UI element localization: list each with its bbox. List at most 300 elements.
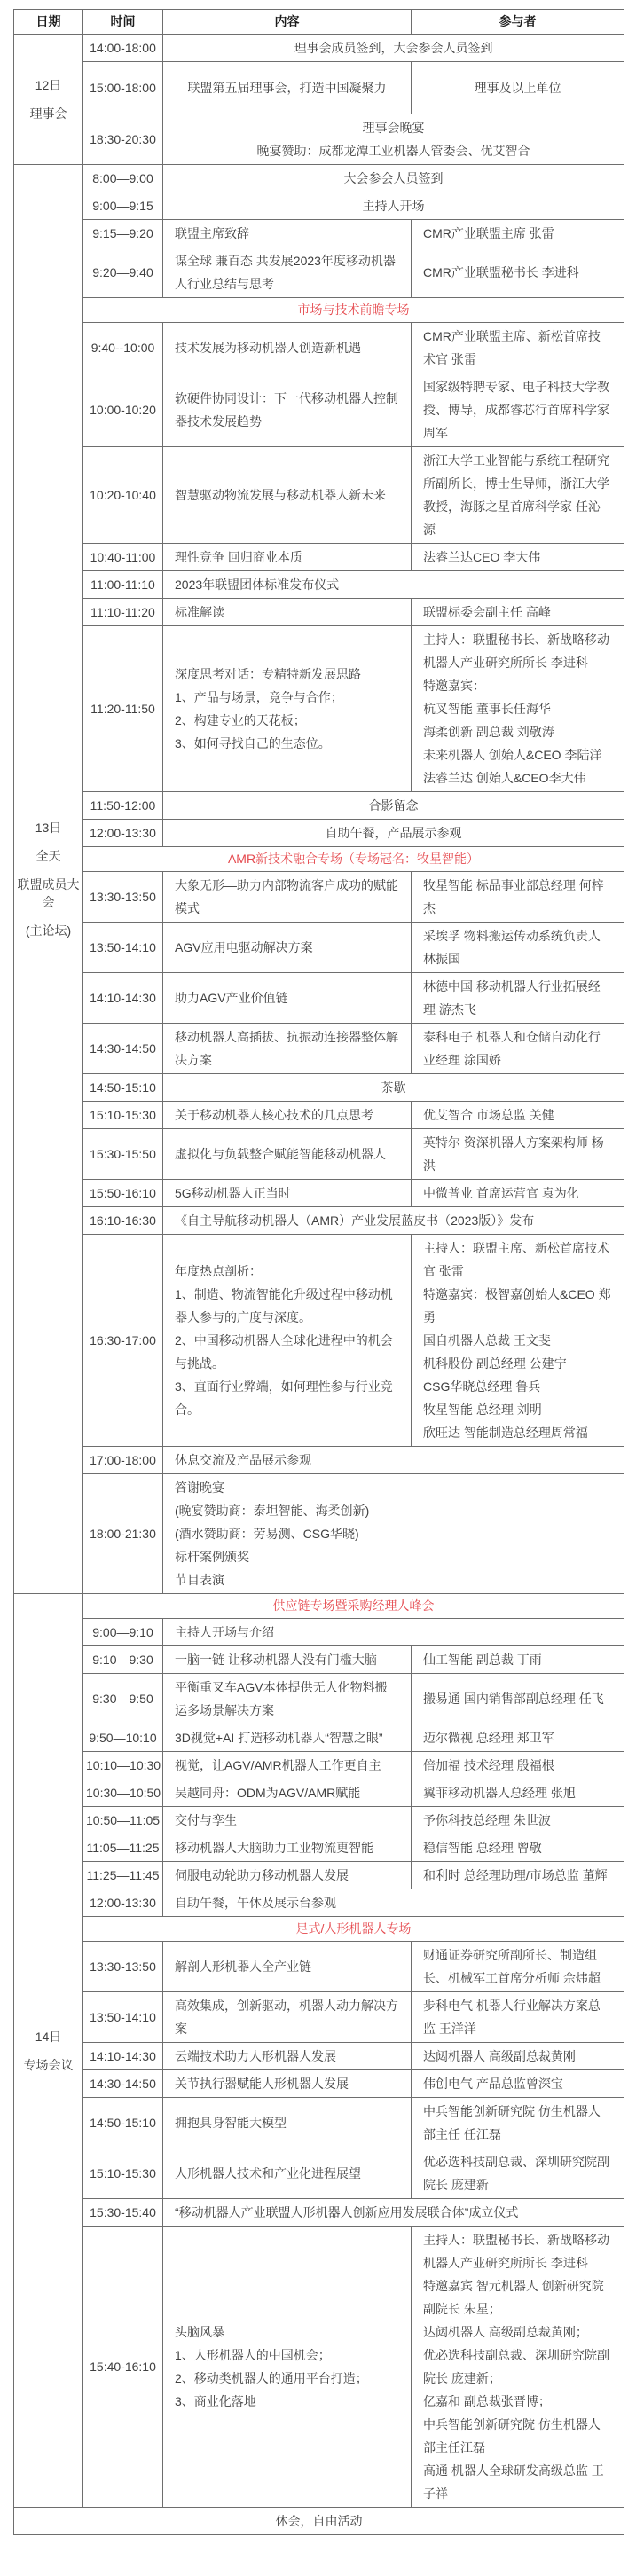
session-header-row bbox=[14, 847, 624, 872]
schedule-row bbox=[14, 1834, 624, 1862]
content-line: 一脑一链 让移动机器人没有门槛大脑 bbox=[175, 1653, 377, 1667]
participant-line: 迈尔微视 总经理 郑卫军 bbox=[423, 1731, 554, 1745]
participants-cell bbox=[412, 1992, 624, 2043]
participants-cell bbox=[412, 1024, 624, 1074]
content-cell bbox=[163, 165, 624, 192]
time-cell: 13:30-13:50 bbox=[83, 872, 163, 923]
content-line: 关于移动机器人核心技术的几点思考 bbox=[175, 1108, 373, 1122]
content-line: 助力AGV产业价值链 bbox=[175, 991, 288, 1005]
time-cell: 14:30-14:50 bbox=[83, 1024, 163, 1074]
schedule-row bbox=[14, 373, 624, 447]
time-cell: 9:40--10:00 bbox=[83, 323, 163, 373]
participants-cell bbox=[412, 1235, 624, 1447]
content-line: 3D视觉+AI 打造移动机器人“智慧之眼” bbox=[175, 1731, 383, 1745]
participant-line: CSG华晓总经理 鲁兵 bbox=[423, 1379, 541, 1394]
content-cell bbox=[163, 373, 412, 447]
time-cell: 13:30-13:50 bbox=[83, 1942, 163, 1992]
schedule-row bbox=[14, 192, 624, 220]
session-header-row bbox=[14, 298, 624, 323]
schedule-row bbox=[14, 1942, 624, 1992]
content-cell bbox=[163, 1724, 412, 1752]
content-line: 3、商业化落地 bbox=[175, 2394, 256, 2408]
content-line: (晚宴赞助商：泰坦智能、海柔创新) bbox=[175, 1504, 370, 1518]
content-line: 自助午餐，午休及展示台参观 bbox=[175, 1896, 336, 1910]
content-cell bbox=[163, 1074, 624, 1102]
participants-cell bbox=[412, 247, 624, 298]
participants-cell bbox=[412, 2070, 624, 2098]
session-title: 足式/人形机器人专场 bbox=[83, 1917, 624, 1942]
col-header-content: 内容 bbox=[163, 10, 412, 35]
participant-line: 法睿兰达 创始人&CEO李大伟 bbox=[423, 771, 586, 785]
session-title: 供应链专场暨采购经理人峰会 bbox=[83, 1594, 624, 1619]
time-cell: 15:50-16:10 bbox=[83, 1180, 163, 1207]
schedule-row bbox=[14, 1102, 624, 1129]
content-cell bbox=[163, 2199, 624, 2227]
content-cell bbox=[163, 1447, 624, 1474]
participant-line: 海柔创新 副总裁 刘敬涛 bbox=[423, 725, 554, 739]
time-cell: 9:30—9:50 bbox=[83, 1674, 163, 1724]
content-cell bbox=[163, 820, 624, 847]
date-line: 14日 bbox=[35, 2029, 62, 2044]
schedule-row bbox=[14, 1207, 624, 1235]
schedule-row bbox=[14, 1807, 624, 1834]
content-line: 1、产品与场景，竞争与合作； bbox=[175, 690, 343, 704]
time-cell: 13:50-14:10 bbox=[83, 923, 163, 973]
participants-cell bbox=[412, 599, 624, 626]
participant-line: 国自机器人总裁 王文斐 bbox=[423, 1333, 551, 1347]
content-line: “移动机器人产业联盟人形机器人创新应用发展联合体”成立仪式 bbox=[175, 2205, 519, 2219]
time-cell: 10:50—11:05 bbox=[83, 1807, 163, 1834]
participants-cell bbox=[412, 1807, 624, 1834]
content-line: 自助午餐，产品展示参观 bbox=[325, 826, 462, 840]
content-line: 节目表演 bbox=[175, 1573, 224, 1587]
participants-cell bbox=[412, 2098, 624, 2148]
participants-cell bbox=[412, 2148, 624, 2199]
content-line: 主持人开场与介绍 bbox=[175, 1625, 274, 1639]
participants-cell bbox=[412, 1646, 624, 1674]
schedule-row bbox=[14, 820, 624, 847]
schedule-row bbox=[14, 1752, 624, 1779]
content-cell bbox=[163, 1992, 412, 2043]
content-line: 拥抱具身智能大模型 bbox=[175, 2116, 287, 2130]
participant-line: 达闼机器人 高级副总裁黄刚； bbox=[423, 2325, 588, 2339]
content-line: 谋全球 兼百态 共发展2023年度移动机器人行业总结与思考 bbox=[175, 254, 396, 291]
participants-cell bbox=[412, 373, 624, 447]
content-line: 平衡重叉车AGV本体提供无人化物料搬运多场景解决方案 bbox=[175, 1680, 388, 1717]
content-cell bbox=[163, 35, 624, 62]
content-line: 标杆案例颁奖 bbox=[175, 1550, 249, 1564]
participant-line: 搬易通 国内销售部副总经理 任飞 bbox=[423, 1692, 604, 1706]
time-cell: 9:00—9:15 bbox=[83, 192, 163, 220]
content-cell bbox=[163, 626, 412, 792]
time-cell: 9:00—9:10 bbox=[83, 1619, 163, 1646]
schedule-row bbox=[14, 2043, 624, 2070]
participant-line: 牧星智能 标品事业部总经理 何梓杰 bbox=[423, 878, 604, 915]
content-line: 2、移动类机器人的通用平台打造； bbox=[175, 2371, 368, 2385]
content-cell bbox=[163, 114, 624, 165]
participants-cell bbox=[412, 973, 624, 1024]
content-cell bbox=[163, 2098, 412, 2148]
content-line: 1、人形机器人的中国机会； bbox=[175, 2348, 331, 2362]
schedule-row bbox=[14, 1235, 624, 1447]
content-line: 移动机器人高插拔、抗振动连接器整体解决方案 bbox=[175, 1030, 398, 1067]
schedule-row bbox=[14, 1447, 624, 1474]
date-line: 理事会 bbox=[29, 106, 67, 121]
participants-cell bbox=[412, 1180, 624, 1207]
participant-line: 倍加福 技术经理 殷福根 bbox=[423, 1758, 554, 1772]
schedule-row bbox=[14, 1074, 624, 1102]
content-cell bbox=[163, 323, 412, 373]
content-cell bbox=[163, 1889, 624, 1917]
content-cell bbox=[163, 1024, 412, 1074]
participant-line: 法睿兰达CEO 李大伟 bbox=[423, 550, 541, 564]
time-cell: 11:25—11:45 bbox=[83, 1862, 163, 1889]
content-line: 1、制造、物流智能化升级过程中移动机器人参与的广度与深度。 bbox=[175, 1287, 393, 1324]
date-cell bbox=[14, 165, 83, 1594]
col-header-participants: 参与者 bbox=[412, 10, 624, 35]
content-line: 2、构建专业的天花板； bbox=[175, 713, 306, 727]
time-cell: 15:10-15:30 bbox=[83, 2148, 163, 2199]
content-line: 云端技术助力人形机器人发展 bbox=[175, 2049, 336, 2063]
time-cell: 15:00-18:00 bbox=[83, 62, 163, 114]
content-cell bbox=[163, 1942, 412, 1992]
schedule-row bbox=[14, 973, 624, 1024]
schedule-row bbox=[14, 2070, 624, 2098]
time-cell: 16:30-17:00 bbox=[83, 1235, 163, 1447]
content-cell bbox=[163, 571, 624, 599]
schedule-row bbox=[14, 247, 624, 298]
schedule-row bbox=[14, 2148, 624, 2199]
content-line: 吴越同舟：ODM为AGV/AMR赋能 bbox=[175, 1786, 361, 1800]
content-line: 伺服电动轮助力移动机器人发展 bbox=[175, 1868, 349, 1882]
schedule-table bbox=[13, 9, 624, 2535]
participants-cell bbox=[412, 220, 624, 247]
time-cell: 17:00-18:00 bbox=[83, 1447, 163, 1474]
participant-line: 欣旺达 智能制造总经理周常福 bbox=[423, 1425, 588, 1440]
time-cell: 12:00-13:30 bbox=[83, 820, 163, 847]
participant-line: 予你科技总经理 朱世波 bbox=[423, 1813, 551, 1827]
date-line: 12日 bbox=[35, 78, 62, 92]
content-cell bbox=[163, 1129, 412, 1180]
content-line: 解剖人形机器人全产业链 bbox=[175, 1959, 311, 1974]
content-line: 软硬件协同设计：下一代移动机器人控制器技术发展趋势 bbox=[175, 391, 398, 428]
participant-line: 未来机器人 创始人&CEO 李陆洋 bbox=[423, 748, 602, 762]
schedule-row bbox=[14, 1889, 624, 1917]
participants-cell bbox=[412, 1752, 624, 1779]
content-cell bbox=[163, 599, 412, 626]
participant-line: 步科电气 机器人行业解决方案总监 王洋洋 bbox=[423, 1999, 601, 2036]
date-line: 全天 bbox=[35, 849, 61, 863]
participants-cell bbox=[412, 1834, 624, 1862]
date-line: (主论坛) bbox=[25, 923, 72, 938]
participants-cell bbox=[412, 1862, 624, 1889]
schedule-row bbox=[14, 62, 624, 114]
participant-line: 理事及以上单位 bbox=[474, 81, 561, 95]
time-cell: 10:30—10:50 bbox=[83, 1779, 163, 1807]
time-cell: 14:00-18:00 bbox=[83, 35, 163, 62]
schedule-row bbox=[14, 220, 624, 247]
schedule-row bbox=[14, 1129, 624, 1180]
header-row bbox=[14, 10, 624, 35]
schedule-row bbox=[14, 2199, 624, 2227]
content-line: 休息交流及产品展示参观 bbox=[175, 1453, 311, 1467]
time-cell: 14:50-15:10 bbox=[83, 1074, 163, 1102]
participants-cell bbox=[412, 626, 624, 792]
participant-line: 伟创电气 产品总监曾深宝 bbox=[423, 2077, 563, 2091]
content-line: 5G移动机器人正当时 bbox=[175, 1186, 291, 1200]
schedule-row bbox=[14, 923, 624, 973]
schedule-row bbox=[14, 792, 624, 820]
participant-line: 翼菲移动机器人总经理 张旭 bbox=[423, 1786, 576, 1800]
content-line: 大会参会人员签到 bbox=[343, 171, 444, 185]
schedule-row bbox=[14, 1646, 624, 1674]
participant-line: 特邀嘉宾：极智嘉创始人&CEO 郑勇 bbox=[423, 1287, 611, 1324]
content-line: (酒水赞助商：劳易测、CSG华晓) bbox=[175, 1527, 359, 1541]
content-line: 头脑风暴 bbox=[175, 2325, 224, 2339]
time-cell: 14:50-15:10 bbox=[83, 2098, 163, 2148]
participant-line: 高通 机器人全球研发高级总监 王子祥 bbox=[423, 2463, 604, 2501]
participant-line: 浙江大学工业智能与系统工程研究所副所长，博士生导师，浙江大学教授，海豚之星首席科学家 任沁源 bbox=[423, 453, 609, 537]
content-cell bbox=[163, 792, 624, 820]
participant-line: 亿嘉和 副总裁张晋博； bbox=[423, 2394, 551, 2408]
participant-line: 优必选科技副总裁、深圳研究院副院长 庞建新 bbox=[423, 2155, 609, 2192]
participants-cell bbox=[412, 447, 624, 544]
schedule-body bbox=[14, 35, 624, 2535]
participants-cell bbox=[412, 1779, 624, 1807]
content-line: 主持人开场 bbox=[362, 199, 425, 213]
content-line: 年度热点剖析： bbox=[175, 1264, 262, 1278]
participants-cell bbox=[412, 62, 624, 114]
schedule-row bbox=[14, 114, 624, 165]
content-line: 虚拟化与负载整合赋能智能移动机器人 bbox=[175, 1147, 386, 1161]
content-line: 《自主导航移动机器人（AMR）产业发展蓝皮书（2023版）》发布 bbox=[175, 1213, 535, 1228]
content-line: 茶歇 bbox=[381, 1080, 406, 1095]
participant-line: 林德中国 移动机器人行业拓展经理 游杰飞 bbox=[423, 979, 601, 1017]
time-cell: 10:20-10:40 bbox=[83, 447, 163, 544]
schedule-row bbox=[14, 599, 624, 626]
schedule-row bbox=[14, 1779, 624, 1807]
participants-cell bbox=[412, 2227, 624, 2508]
content-cell bbox=[163, 1779, 412, 1807]
time-cell: 15:10-15:30 bbox=[83, 1102, 163, 1129]
participant-line: 联盟标委会副主任 高峰 bbox=[423, 605, 551, 619]
content-line: 大象无形—助力内部物流客户成功的赋能模式 bbox=[175, 878, 398, 915]
participant-line: 牧星智能 总经理 刘明 bbox=[423, 1402, 542, 1417]
content-line: 深度思考对话：专精特新发展思路 bbox=[175, 667, 361, 681]
participant-line: 达闼机器人 高级副总裁黄刚 bbox=[423, 2049, 576, 2063]
participants-cell bbox=[412, 323, 624, 373]
content-cell bbox=[163, 247, 412, 298]
content-line: 3、直面行业弊端，如何理性参与行业竞合。 bbox=[175, 1379, 393, 1417]
footer-cell: 休会，自由活动 bbox=[14, 2508, 624, 2535]
date-line: 联盟成员大会 bbox=[17, 877, 80, 909]
content-cell bbox=[163, 447, 412, 544]
time-cell: 15:30-15:40 bbox=[83, 2199, 163, 2227]
content-line: 晚宴赞助：成都龙潭工业机器人管委会、优艾智合 bbox=[256, 144, 530, 158]
time-cell: 9:15—9:20 bbox=[83, 220, 163, 247]
content-line: 3、如何寻找自己的生态位。 bbox=[175, 736, 331, 750]
content-cell bbox=[163, 1235, 412, 1447]
participants-cell bbox=[412, 872, 624, 923]
content-line: 联盟第五届理事会，打造中国凝聚力 bbox=[187, 81, 387, 95]
content-cell bbox=[163, 1619, 624, 1646]
participant-line: 采埃孚 物料搬运传动系统负责人 林振国 bbox=[423, 929, 601, 966]
schedule-row bbox=[14, 544, 624, 571]
content-cell bbox=[163, 1807, 412, 1834]
schedule-row bbox=[14, 872, 624, 923]
content-cell bbox=[163, 1674, 412, 1724]
content-line: 视觉，让AGV/AMR机器人工作更自主 bbox=[175, 1758, 381, 1772]
participants-cell bbox=[412, 1102, 624, 1129]
schedule-row bbox=[14, 2098, 624, 2148]
time-cell: 13:50-14:10 bbox=[83, 1992, 163, 2043]
time-cell: 18:30-20:30 bbox=[83, 114, 163, 165]
content-cell bbox=[163, 1752, 412, 1779]
content-line: 高效集成，创新驱动，机器人动力解决方案 bbox=[175, 1999, 398, 2036]
time-cell: 11:00-11:10 bbox=[83, 571, 163, 599]
schedule-row bbox=[14, 626, 624, 792]
time-cell: 15:30-15:50 bbox=[83, 1129, 163, 1180]
content-cell bbox=[163, 1862, 412, 1889]
participant-line: CMR产业联盟主席 张雷 bbox=[423, 226, 554, 240]
schedule-row bbox=[14, 323, 624, 373]
content-cell bbox=[163, 923, 412, 973]
session-header-row bbox=[14, 1917, 624, 1942]
content-cell bbox=[163, 2227, 412, 2508]
time-cell: 11:10-11:20 bbox=[83, 599, 163, 626]
schedule-row bbox=[14, 1724, 624, 1752]
participant-line: 中兵智能创新研究院 仿生机器人部主任江磊 bbox=[423, 2417, 601, 2454]
participant-line: 和利时 总经理助理/市场总监 董辉 bbox=[423, 1868, 608, 1882]
content-cell bbox=[163, 1646, 412, 1674]
schedule-row bbox=[14, 2227, 624, 2508]
time-cell: 12:00-13:30 bbox=[83, 1889, 163, 1917]
participants-cell bbox=[412, 1942, 624, 1992]
participant-line: CMR产业联盟主席、新松首席技术官 张雷 bbox=[423, 329, 601, 366]
participant-line: 特邀嘉宾： bbox=[423, 679, 485, 693]
time-cell: 14:10-14:30 bbox=[83, 2043, 163, 2070]
time-cell: 9:10—9:30 bbox=[83, 1646, 163, 1674]
time-cell: 14:10-14:30 bbox=[83, 973, 163, 1024]
schedule-row bbox=[14, 1619, 624, 1646]
time-cell: 11:05—11:25 bbox=[83, 1834, 163, 1862]
participant-line: 泰科电子 机器人和仓储自动化行业经理 涂国娇 bbox=[423, 1030, 601, 1067]
content-line: 2023年联盟团体标准发布仪式 bbox=[175, 577, 340, 592]
content-line: 联盟主席致辞 bbox=[175, 226, 249, 240]
content-line: 标准解读 bbox=[175, 605, 224, 619]
content-cell bbox=[163, 1834, 412, 1862]
participant-line: 仙工智能 副总裁 丁雨 bbox=[423, 1653, 542, 1667]
content-line: 关节执行器赋能人形机器人发展 bbox=[175, 2077, 349, 2091]
participants-cell bbox=[412, 544, 624, 571]
session-header-row bbox=[14, 1594, 624, 1619]
time-cell: 8:00—9:00 bbox=[83, 165, 163, 192]
participants-cell bbox=[412, 923, 624, 973]
time-cell: 11:50-12:00 bbox=[83, 792, 163, 820]
schedule-row bbox=[14, 1992, 624, 2043]
content-cell bbox=[163, 1207, 624, 1235]
content-cell bbox=[163, 62, 412, 114]
col-header-time: 时间 bbox=[83, 10, 163, 35]
content-cell bbox=[163, 2148, 412, 2199]
content-cell bbox=[163, 192, 624, 220]
session-title: 市场与技术前瞻专场 bbox=[83, 298, 624, 323]
content-cell bbox=[163, 544, 412, 571]
content-cell bbox=[163, 1102, 412, 1129]
content-line: 理性竞争 回归商业本质 bbox=[175, 550, 302, 564]
time-cell: 9:20—9:40 bbox=[83, 247, 163, 298]
date-line: 专场会议 bbox=[23, 2057, 74, 2072]
time-cell: 14:30-14:50 bbox=[83, 2070, 163, 2098]
date-line: 13日 bbox=[35, 821, 62, 835]
schedule-row bbox=[14, 447, 624, 544]
participant-line: 特邀嘉宾 智元机器人 创新研究院副院长 朱星； bbox=[423, 2279, 604, 2316]
content-cell bbox=[163, 220, 412, 247]
participant-line: 优艾智合 市场总监 关健 bbox=[423, 1108, 554, 1122]
content-line: 智慧驱动物流发展与移动机器人新未来 bbox=[175, 488, 386, 502]
participant-line: 主持人：联盟秘书长、新战略移动机器人产业研究所所长 李进科 bbox=[423, 632, 609, 670]
participant-line: 杭叉智能 董事长任海华 bbox=[423, 702, 551, 716]
time-cell: 10:10—10:30 bbox=[83, 1752, 163, 1779]
date-cell bbox=[14, 35, 83, 165]
session-title: AMR新技术融合专场（专场冠名：牧星智能） bbox=[83, 847, 624, 872]
schedule-row bbox=[14, 571, 624, 599]
participant-line: CMR产业联盟秘书长 李进科 bbox=[423, 265, 579, 279]
schedule-row bbox=[14, 165, 624, 192]
content-cell bbox=[163, 2043, 412, 2070]
participant-line: 主持人：联盟主席、新松首席技术官 张雷 bbox=[423, 1241, 609, 1278]
content-line: 答谢晚宴 bbox=[175, 1480, 224, 1495]
content-line: 技术发展为移动机器人创造新机遇 bbox=[175, 341, 361, 355]
content-line: 2、中国移动机器人全球化进程中的机会与挑战。 bbox=[175, 1333, 393, 1370]
participant-line: 中兵智能创新研究院 仿生机器人部主任 任江磊 bbox=[423, 2104, 601, 2141]
col-header-date: 日期 bbox=[14, 10, 83, 35]
participant-line: 优必选科技副总裁、深圳研究院副院长 庞建新； bbox=[423, 2348, 609, 2385]
participant-line: 稳信智能 总经理 曾敬 bbox=[423, 1841, 542, 1855]
content-line: 理事会晚宴 bbox=[362, 121, 425, 135]
content-cell bbox=[163, 2070, 412, 2098]
participant-line: 主持人：联盟秘书长、新战略移动机器人产业研究所所长 李进科 bbox=[423, 2233, 609, 2270]
content-line: 人形机器人技术和产业化进程展望 bbox=[175, 2166, 361, 2180]
participant-line: 英特尔 资深机器人方案架构师 杨洪 bbox=[423, 1135, 604, 1173]
content-line: 理事会成员签到，大会参会人员签到 bbox=[294, 41, 493, 55]
content-line: 交付与孪生 bbox=[175, 1813, 237, 1827]
participant-line: 财通证券研究所副所长、制造组长、机械军工首席分析师 佘炜超 bbox=[423, 1948, 601, 1985]
date-cell bbox=[14, 1594, 83, 2508]
participant-line: 中微普业 首席运营官 袁为化 bbox=[423, 1186, 579, 1200]
content-cell bbox=[163, 973, 412, 1024]
schedule-row bbox=[14, 1474, 624, 1594]
content-cell bbox=[163, 1474, 624, 1594]
time-cell: 11:20-11:50 bbox=[83, 626, 163, 792]
time-cell: 10:40-11:00 bbox=[83, 544, 163, 571]
content-line: 移动机器人大脑助力工业物流更智能 bbox=[175, 1841, 373, 1855]
time-cell: 15:40-16:10 bbox=[83, 2227, 163, 2508]
participants-cell bbox=[412, 1129, 624, 1180]
schedule-row bbox=[14, 1674, 624, 1724]
time-cell: 9:50—10:10 bbox=[83, 1724, 163, 1752]
schedule-row bbox=[14, 35, 624, 62]
content-line: 合影留念 bbox=[368, 798, 419, 813]
content-cell bbox=[163, 1180, 412, 1207]
time-cell: 16:10-16:30 bbox=[83, 1207, 163, 1235]
participants-cell bbox=[412, 1674, 624, 1724]
participants-cell bbox=[412, 1724, 624, 1752]
participant-line: 国家级特聘专家、电子科技大学教授、博导，成都睿芯行首席科学家 周军 bbox=[423, 380, 609, 440]
content-line: AGV应用电驱动解决方案 bbox=[175, 940, 313, 954]
schedule-row bbox=[14, 1024, 624, 1074]
schedule-row bbox=[14, 1862, 624, 1889]
